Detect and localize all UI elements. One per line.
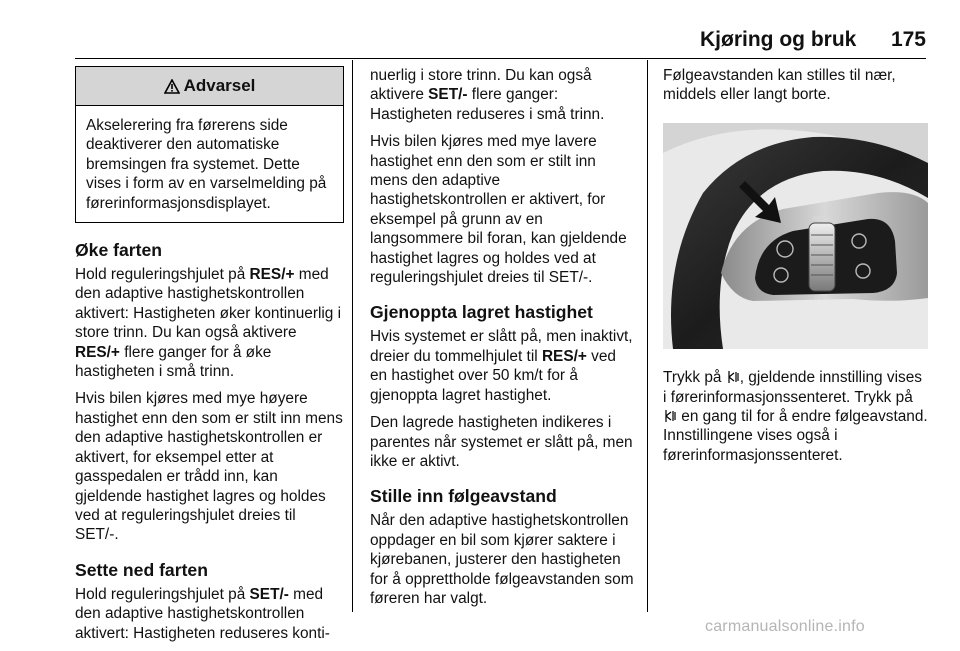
column-divider [352, 60, 353, 612]
paragraph: Den lagrede hastigheten indikeres i parentes når systemet er slått på, men ikke er aktivt. [370, 414, 633, 470]
page-number: 175 [890, 28, 926, 51]
warning-triangle-icon [164, 79, 180, 94]
heading-increase-speed: Øke farten [75, 240, 163, 261]
section-title: Kjøring og bruk [700, 28, 857, 51]
paragraph: Hold reguleringshjulet på RES/+ med den adaptive hastighetskontrollen aktivert: Hastigheten øker kontinuerlig i store trinn. Du kan også aktivere RES/+ flere ganger for å øke hastigheten i små trinn. [75, 266, 342, 381]
paragraph: Hvis systemet er slått på, men inaktivt, dreier du tommelhjulet til RES/+ ved en hastighet over 50 km/t for å gjenoppta lagret hastighet. [370, 328, 633, 404]
paragraph: Hvis bilen kjøres med mye lavere hastighet enn den som er stilt inn mens den adaptive hastighetskontrollen er aktivert, for eksempel på grunn av en langsommere bil foran, kan gjeldende hastighet lagres og holdes ved at reguleringshjulet dreies til SET/-. [370, 133, 627, 287]
column-3 [663, 66, 929, 473]
column-1 [75, 66, 343, 651]
column-2 [370, 66, 636, 616]
paragraph: Trykk på , gjeldende innstilling vises i førerinformasjonssenteret. Trykk på en gang til for å endre følgeavstand. Innstillingene vises også i førerinformasjonssenteret. [663, 369, 928, 464]
steering-wheel-figure [663, 123, 928, 349]
heading-following-distance: Stille inn følgeavstand [370, 486, 557, 507]
warning-title: Advarsel [183, 76, 256, 96]
paragraph: Hold reguleringshjulet på SET/- med den adaptive hastighetskontrollen aktivert: Hastigheten reduseres konti- [75, 585, 330, 642]
heading-resume-speed: Gjenoppta lagret hastighet [370, 302, 593, 323]
warning-text: Akselerering fra førerens side deaktiverer den automatiske bremsingen fra systemet. Dette vises i form av en varselmelding på førerinformasjonsdisplayet. [86, 117, 327, 212]
paragraph: Hvis bilen kjøres med mye høyere hastighet enn den som er stilt inn mens den adaptive hastighetskontrollen er aktivert, for eksempel etter at gasspedalen er trådd inn, kan gjeldende hastighet lagres og holdes ved at reguleringshjulet dreies til SET/-. [75, 390, 343, 544]
figure-label-set: SET/- [815, 295, 831, 302]
heading-decrease-speed: Sette ned farten [75, 559, 208, 580]
warning-box [75, 66, 344, 223]
column-divider [647, 60, 648, 612]
paragraph: Følgeavstanden kan stilles til nær, middels eller langt borte. [663, 67, 896, 104]
following-distance-icon [663, 409, 677, 423]
warning-header [76, 67, 343, 106]
following-distance-icon [726, 370, 740, 384]
thumbwheel [809, 223, 835, 291]
paragraph: Når den adaptive hastighetskontrollen oppdager en bil som kjører saktere i kjørebanen, justerer den hastigheten for å opprettholde følgeavstanden som føreren har valgt. [370, 512, 634, 607]
watermark: carmanualsonline.info [705, 618, 865, 635]
paragraph: nuerlig i store trinn. Du kan også aktivere SET/- flere ganger: Hastigheten reduseres i små trinn. [370, 67, 605, 123]
header-rule [75, 58, 926, 59]
figure-label-res: RES/+ [813, 216, 831, 223]
